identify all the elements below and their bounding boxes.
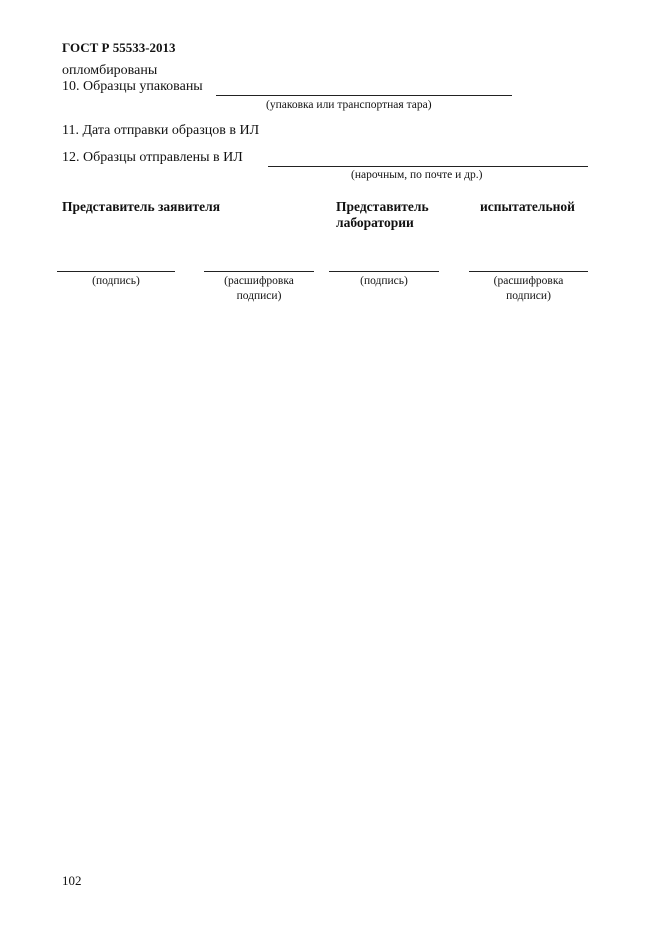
lab-decode-hint (469, 274, 588, 304)
lab-decode-line (469, 271, 588, 272)
applicant-signature-line (57, 271, 175, 272)
decode-hint-line2: подписи) (506, 290, 551, 302)
packed-underline (216, 95, 512, 96)
sent-underline (268, 166, 588, 167)
lab-rep-heading-line2: лаборатории (336, 215, 414, 230)
sealed-text: опломбированы (62, 63, 158, 78)
lab-rep-heading-word2: испытательной (480, 199, 575, 214)
applicant-signature-hint: (подпись) (92, 275, 140, 287)
applicant-decode-line (204, 271, 314, 272)
decode-hint-line1: (расшифровка (224, 275, 294, 287)
packed-label: 10. Образцы упакованы (62, 79, 203, 94)
sent-hint: (нарочным, по почте и др.) (351, 169, 483, 181)
sent-label: 12. Образцы отправлены в ИЛ (62, 150, 243, 165)
lab-signature-line (329, 271, 439, 272)
applicant-rep-heading: Представитель заявителя (62, 199, 221, 214)
lab-signature-hint: (подпись) (360, 275, 408, 287)
page-number: 102 (62, 873, 82, 888)
decode-hint-line2: подписи) (236, 290, 282, 302)
packed-hint: (упаковка или транспортная тара) (266, 99, 432, 111)
decode-hint-line1: (расшифровка (493, 275, 564, 287)
ship-date-label: 11. Дата отправки образцов в ИЛ (62, 123, 260, 138)
document-code: ГОСТ Р 55533-2013 (62, 40, 176, 55)
lab-rep-heading-line1: Представитель (336, 199, 429, 214)
applicant-decode-hint (204, 274, 314, 304)
